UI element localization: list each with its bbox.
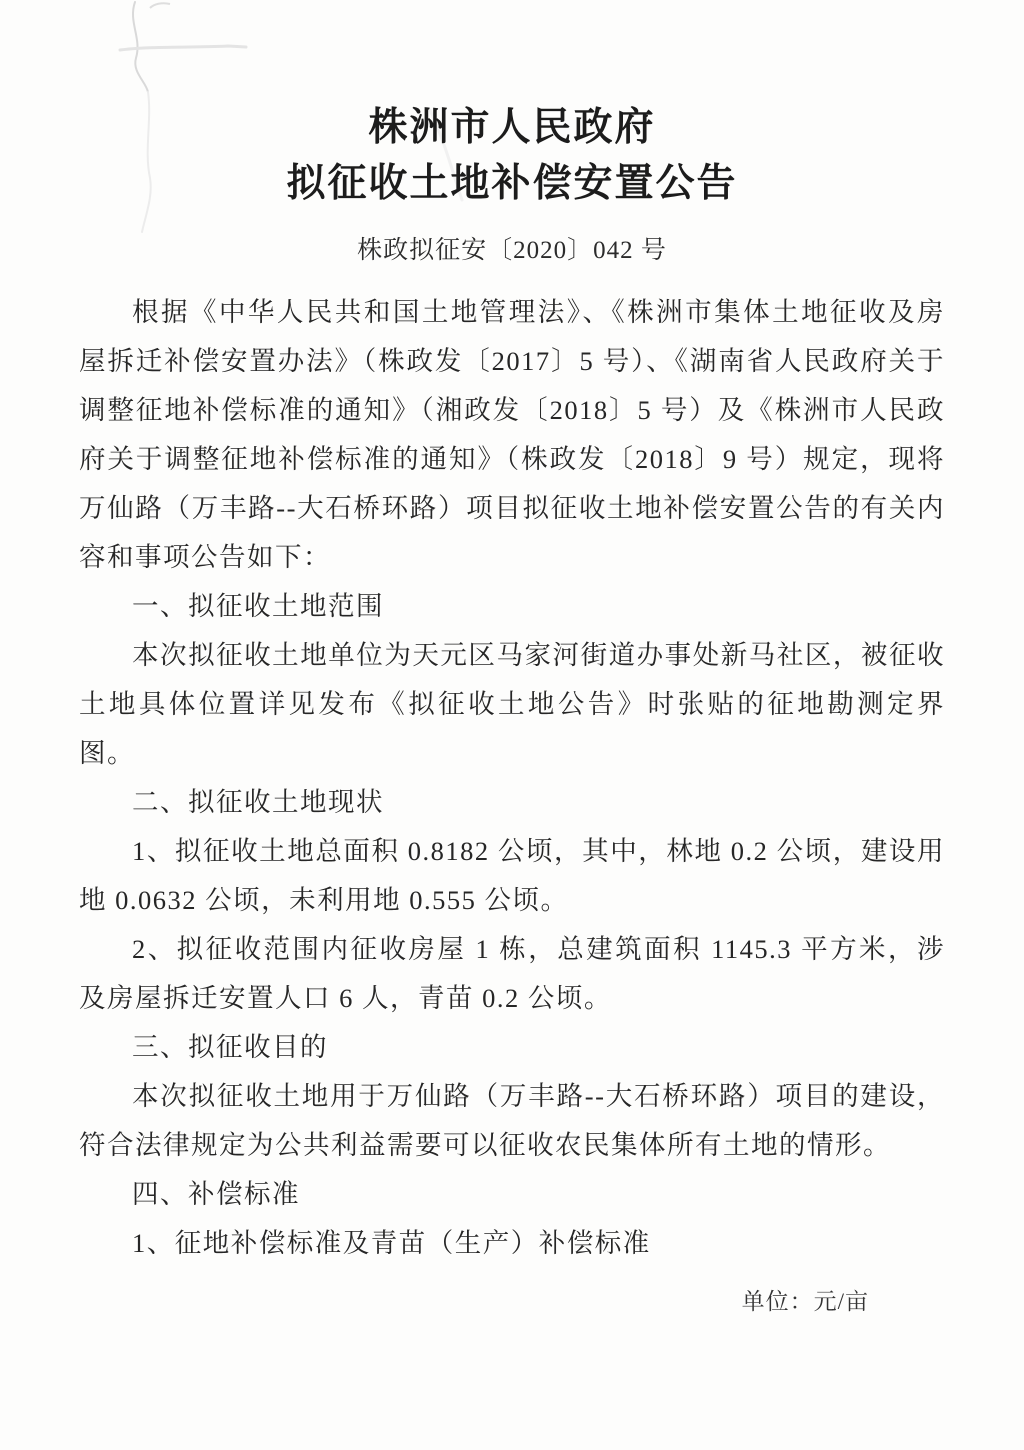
section-2-heading: 二、拟征收土地现状	[132, 787, 384, 817]
section-4-heading: 四、补偿标准	[132, 1179, 300, 1209]
section-2-item-1: 1、拟征收土地总面积 0.8182 公顷，其中，林地 0.2 公顷，建设用地 0.0632 公顷，未利用地 0.555 公顷。	[79, 836, 945, 915]
section-1-body: 本次拟征收土地单位为天元区马家河街道办事处新马社区，被征收土地具体位置详见发布《拟征收土地公告》时张贴的征地勘测定界图。	[79, 640, 945, 768]
document-text	[79, 288, 945, 1268]
document-title-line2: 拟征收土地补偿安置公告	[286, 162, 738, 205]
document-number: 株政拟征安〔2020〕042 号	[357, 237, 667, 264]
paragraph-legal-basis: 根据《中华人民共和国土地管理法》、《株洲市集体土地征收及房屋拆迁补偿安置办法》（株政发〔2017〕5 号）、《湖南省人民政府关于调整征地补偿标准的通知》（湘政发〔2018〕5 号）及《株洲市人民政府关于调整征地补偿标准的通知》（株政发〔2018〕9 号）规定，现将万仙路（万丰路--大石桥环路）项目拟征收土地补偿安置公告的有关内容和事项公告如下：	[79, 297, 945, 572]
document-body	[79, 100, 945, 1268]
section-4-item-1: 1、征地补偿标准及青苗（生产）补偿标准	[132, 1228, 651, 1258]
section-1-heading: 一、拟征收土地范围	[132, 591, 384, 621]
section-3-heading: 三、拟征收目的	[132, 1032, 328, 1062]
unit-label: 单位：元/亩	[741, 1289, 869, 1314]
section-3-body: 本次拟征收土地用于万仙路（万丰路--大石桥环路）项目的建设，符合法律规定为公共利益需要可以征收农民集体所有土地的情形。	[79, 1081, 945, 1160]
document-title-line1: 株洲市人民政府	[368, 106, 656, 149]
section-2-item-2: 2、拟征收范围内征收房屋 1 栋，总建筑面积 1145.3 平方米，涉及房屋拆迁安置人口 6 人，青苗 0.2 公顷。	[79, 934, 945, 1013]
